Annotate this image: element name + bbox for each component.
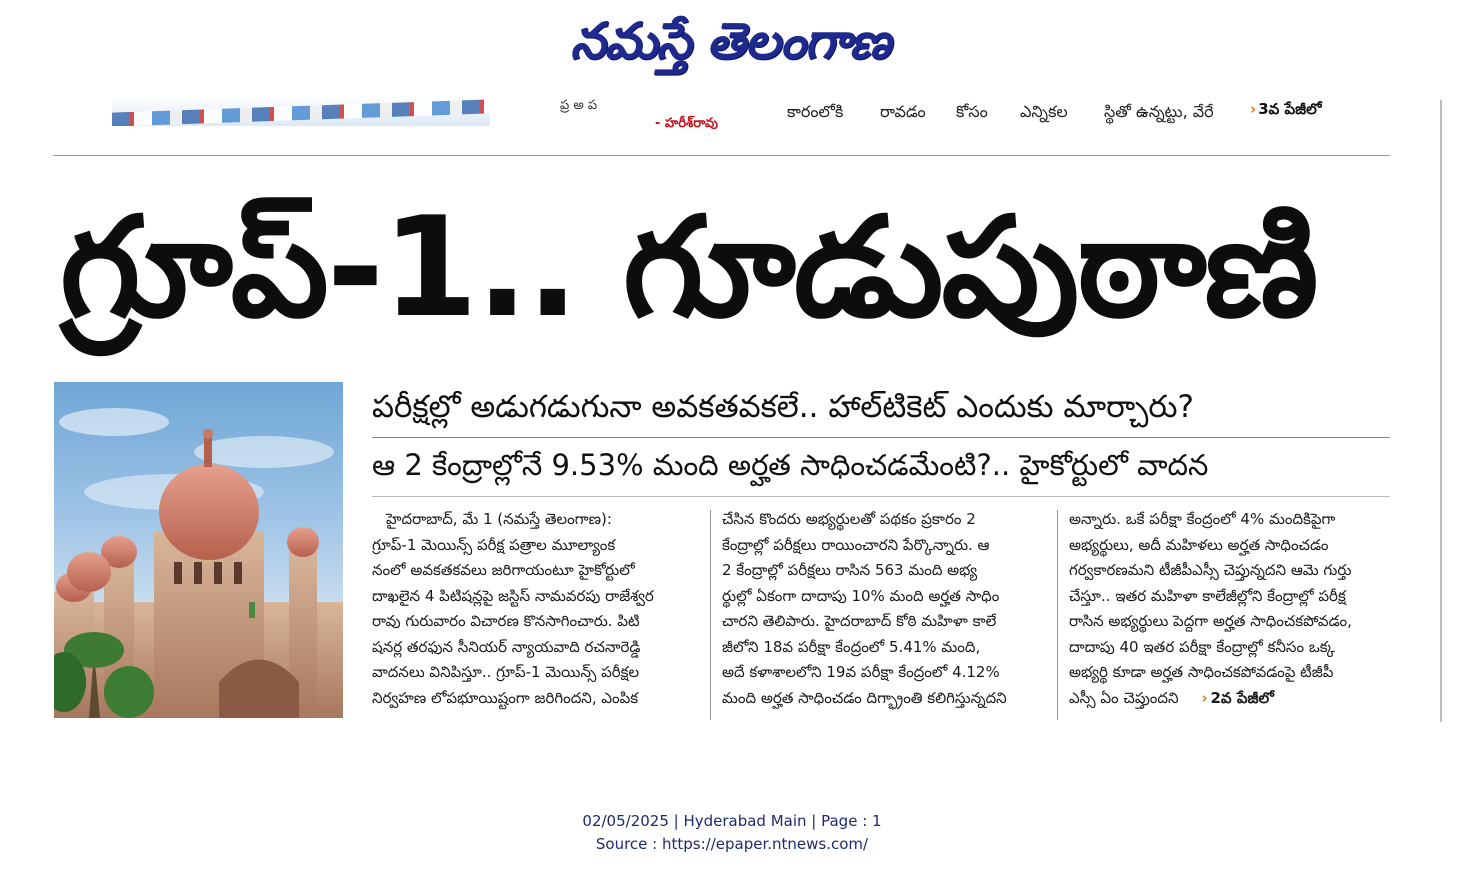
strip-word: రావడం	[880, 102, 926, 121]
chevron-right-icon: ›	[1201, 688, 1208, 707]
article-line: వాదనలు వినిపిస్తూ.. గ్రూప్-1 మెయిన్స్ పరీక్షల	[372, 663, 640, 681]
subheadline-divider	[372, 437, 1390, 438]
strip-word: ఎన్నికల	[1020, 102, 1068, 121]
high-court-illustration	[54, 382, 343, 718]
article-line: దాదాపు 40 ఇతర పరీక్షా కేంద్రాల్లో కనీసం ఒక్క	[1069, 637, 1335, 656]
article-line: అభ్యర్థి కూడా అర్హత సాధించకపోవడంపై టీజీపీ	[1069, 663, 1334, 681]
article-column-2	[722, 507, 1044, 711]
article-line: 2 కేంద్రాల్లో పరీక్షలు రాసిన 563 మంది అభ్య	[722, 561, 978, 579]
article-line: దాఖలైన 4 పిటిషన్లపై జస్టిస్ నామవరపు రాజేశ్వర	[372, 586, 654, 605]
article-line: చేసిన కొందరు అభ్యర్థులతో పథకం ప్రకారం 2	[722, 510, 976, 528]
article-line: షనర్ల తరఫున సీనియర్ న్యాయవాది రచనారెడ్డి	[372, 637, 641, 656]
article-line: ర్థుల్లో ఏకంగా దాదాపు 10% మంది అర్హత సాధిం	[722, 586, 1000, 605]
continued-page-jump-label: 2వ పేజీలో	[1210, 688, 1274, 707]
article-line: అభ్యర్థులు, అదీ మహిళలు అర్హత సాధించడం	[1069, 535, 1329, 554]
top-strip	[0, 94, 1464, 140]
article-line: అన్నారు. ఒకే పరీక్షా కేంద్రంలో 4% మందికిపైగా	[1069, 510, 1336, 528]
article-line: గర్వకారణమని టీజీపీఎస్సీ చెప్తున్నదని ఆమె గుర్తు	[1069, 561, 1352, 579]
article-line: నిర్వహణ లోపభూయిష్టంగా జరిగిందని, ఎంపిక	[372, 688, 639, 707]
article-line: రావు గురువారం విచారణ కొనసాగించారు. పిటి	[372, 612, 640, 630]
article-line: కేంద్రాల్లో పరీక్షలు రాయించారని పేర్కొన్నారు. ఆ	[722, 535, 990, 554]
column-divider	[1057, 510, 1058, 720]
page-footer	[0, 810, 1464, 856]
strip-image	[112, 96, 490, 126]
edition-info: 02/05/2025 | Hyderabad Main | Page : 1	[582, 812, 882, 830]
article-line: రాసిన అభ్యర్థులు పెద్దగా అర్హత సాధించకపోవడం,	[1069, 612, 1352, 630]
article-line: మంది అర్హత సాధించడం దిగ్భ్రాంతి కలిగిస్తున్నదని	[722, 688, 1007, 707]
article-line-last	[1069, 686, 1395, 712]
article-line: హైదరాబాద్, మే 1 (నమస్తే తెలంగాణ):	[386, 510, 612, 528]
strip-word: కారంలోకి	[787, 102, 844, 121]
article-line: జీలోని 18వ పరీక్షా కేంద్రంలో 5.41% మంది,	[722, 637, 981, 656]
strip-page-jump-label: 3వ పేజీలో	[1258, 100, 1322, 118]
article-line: అదే కళాశాలలోని 19వ పరీక్షా కేంద్రంలో 4.12%	[722, 663, 1000, 681]
article-column-1	[372, 507, 698, 711]
article-line: గ్రూప్-1 మెయిన్స్ పరీక్ష పత్రాల మూల్యాంక	[372, 535, 616, 554]
continued-page-jump[interactable]	[1201, 689, 1274, 707]
source-link[interactable]: Source : https://epaper.ntnews.com/	[595, 835, 869, 853]
subheadline-1: పరీక్షల్లో అడుగడుగునా అవకతవకలే.. హాల్‌టికెట్ ఎందుకు మార్చారు?	[372, 389, 1194, 425]
column-divider	[710, 510, 711, 720]
body-divider	[372, 496, 1390, 497]
strip-page-jump[interactable]	[1250, 100, 1322, 122]
main-headline: గ్రూప్-1.. గూడుపుఠాణి	[60, 187, 1317, 348]
strip-fragment: ప్ర అ ప	[560, 98, 598, 113]
article-line: ఎస్సీ ఏం చెప్తుందని	[1069, 688, 1179, 707]
chevron-right-icon: ›	[1250, 100, 1257, 118]
article-column-3	[1069, 507, 1395, 711]
top-divider	[53, 155, 1390, 156]
high-court-photo	[54, 382, 343, 718]
strip-word: కోసం	[956, 102, 988, 121]
article-line: చేస్తూ.. ఇతర మహిళా కాలేజీల్లోని కేంద్రాల్లో పరీక్ష	[1069, 586, 1346, 605]
masthead-logo: నమస్తే తెలంగాణ	[570, 11, 890, 70]
strip-author: - హరీశ్‌రావు	[655, 116, 718, 131]
subheadline-2: ఆ 2 కేంద్రాల్లోనే 9.53% మంది అర్హత సాధించడమేంటి?.. హైకోర్టులో వాదన	[372, 448, 1209, 482]
strip-word: స్థితో ఉన్నట్టు, వేరే	[1104, 102, 1214, 121]
article-line: చారని తెలిపారు. హైదరాబాద్ కోఠి మహిళా కాలే	[722, 612, 997, 630]
page-edge-rule	[1440, 100, 1442, 722]
article-line: నంలో అవకతకవలు జరిగాయంటూ హైకోర్టులో	[372, 561, 635, 579]
